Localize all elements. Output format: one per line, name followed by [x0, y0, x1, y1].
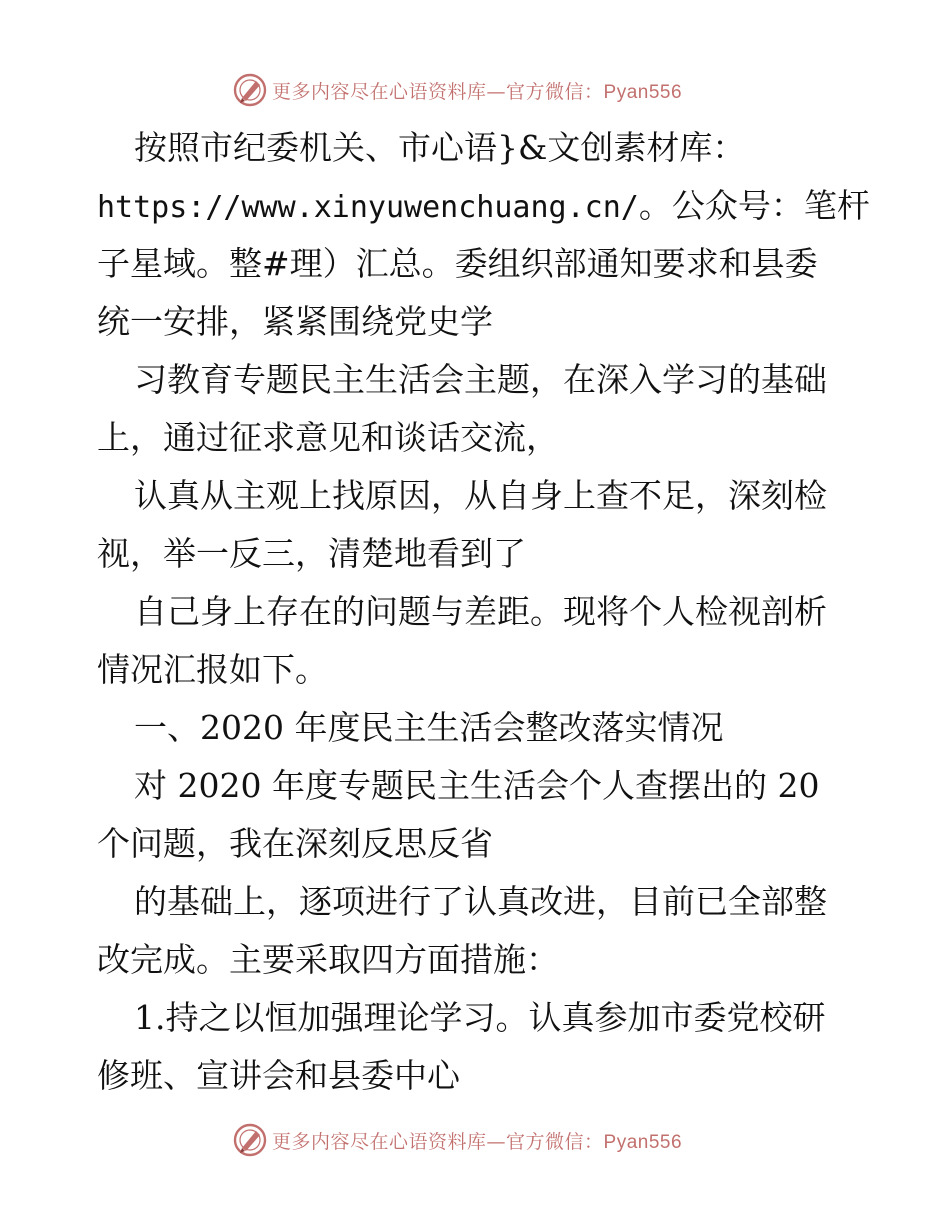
paragraph-line: 上，通过征求意见和谈话交流， [97, 418, 559, 457]
paragraph-line: 习教育专题民主生活会主题，在深入学习的基础 [134, 360, 827, 399]
numbered-item: 1.持之以恒加强理论学习。认真参加市委党校研 [134, 998, 826, 1037]
paragraph-line: 统一安排，紧紧围绕党史学 [97, 302, 493, 341]
paragraph-line: 改完成。主要采取四方面措施： [97, 940, 559, 979]
paragraph-line-tail: 。公众号：笔杆 [638, 186, 870, 225]
section-heading: 一、2020 年度民主生活会整改落实情况 [134, 708, 724, 747]
paragraph-line: 个问题，我在深刻反思反省 [97, 824, 493, 863]
watermark-text: 更多内容尽在心语资料库—官方微信：Pyan556 [272, 1130, 683, 1153]
paragraph-line: 修班、宣讲会和县委中心 [97, 1056, 460, 1095]
paragraph-line: 对 2020 年度专题民主生活会个人查摆出的 20 [134, 766, 820, 805]
paragraph-line: 情况汇报如下。 [97, 650, 328, 689]
paragraph-line: 的基础上，逐项进行了认真改进，目前已全部整 [134, 882, 827, 921]
paragraph-line: 子星域。整#理）汇总。委组织部通知要求和县委 [97, 244, 818, 283]
paragraph-line: 认真从主观上找原因，从自身上查不足，深刻检 [134, 476, 827, 515]
pen-logo-icon [232, 72, 268, 108]
pen-logo-icon [232, 1122, 268, 1158]
watermark-banner-top [232, 70, 732, 110]
paragraph-line: 自己身上存在的问题与差距。现将个人检视剖析 [134, 592, 827, 631]
paragraph-line: 视，举一反三，清楚地看到了 [97, 534, 526, 573]
paragraph-line [97, 186, 870, 228]
watermark-banner-bottom [232, 1120, 732, 1160]
wechat-id: Pyan556 [603, 81, 683, 103]
url-text: https://www.xinyuwenchuang.cn/ [97, 190, 639, 225]
paragraph-line: 按照市纪委机关、市心语}&文创素材库： [134, 128, 746, 167]
watermark-text: 更多内容尽在心语资料库—官方微信：Pyan556 [272, 80, 683, 103]
wechat-id: Pyan556 [603, 1131, 683, 1153]
